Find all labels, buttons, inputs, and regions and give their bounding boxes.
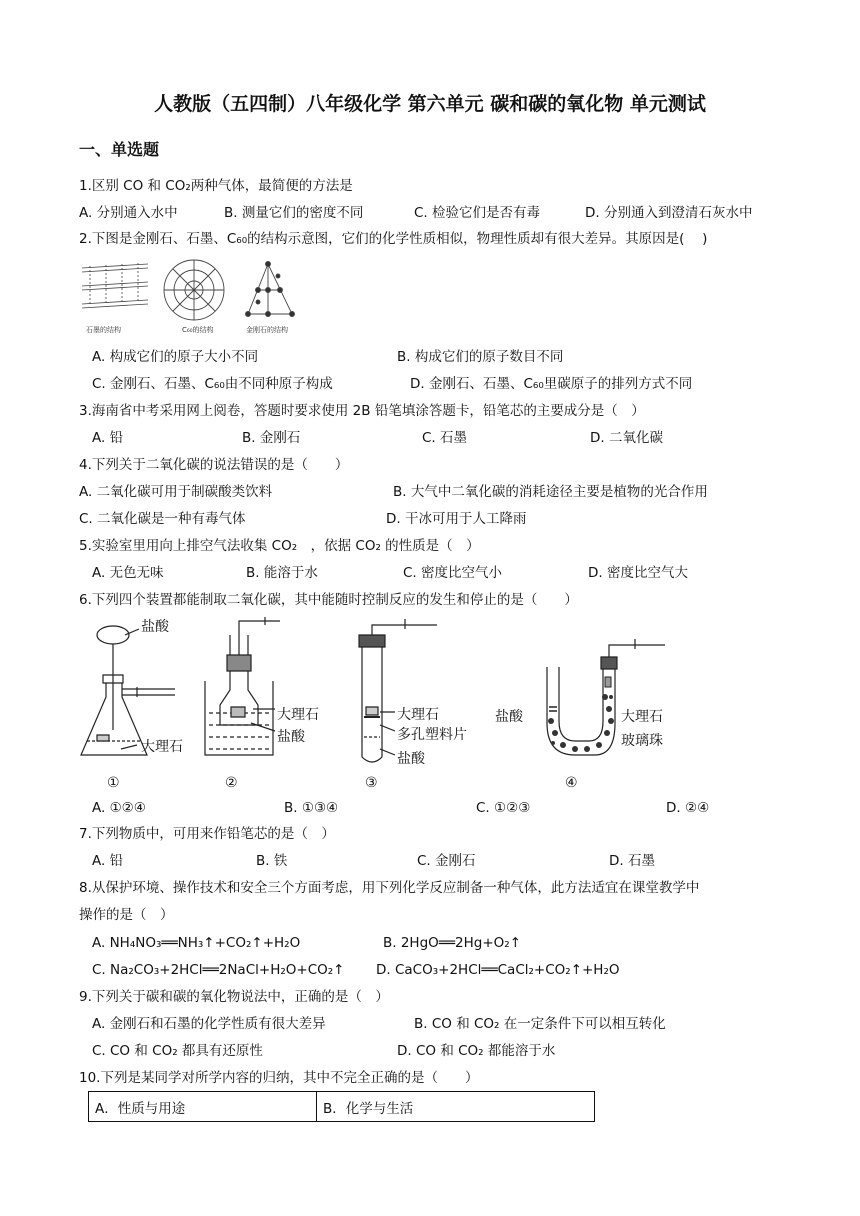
option-c: C. CO 和 CO₂ 都具有还原性 bbox=[92, 1043, 263, 1059]
label-beads-4: 玻璃珠 bbox=[621, 733, 663, 749]
carbon-structures-figure bbox=[78, 256, 310, 340]
label-marble-2: 大理石 bbox=[277, 707, 319, 723]
question-stem: 3.海南省中考采用网上阅卷，答题时要求使用 2B 铅笔填涂答题卡，铅笔芯的主要成分是（ ） bbox=[79, 403, 645, 419]
option-c: C. Na₂CO₃+2HCl══2NaCl+H₂O+CO₂↑ bbox=[92, 962, 345, 978]
apparatus-1-flask-icon bbox=[81, 626, 175, 755]
question-stem: 6.下列四个装置都能制取二氧化碳，其中能随时控制反应的发生和停止的是（ ） bbox=[79, 592, 578, 608]
label-acid-2: 盐酸 bbox=[277, 729, 305, 745]
option-b: B. 2HgO══2Hg+O₂↑ bbox=[383, 935, 522, 951]
option-d: D. 二氧化碳 bbox=[590, 430, 663, 446]
option-d: D. 密度比空气大 bbox=[588, 565, 688, 581]
option-a: A. 无色无味 bbox=[92, 565, 164, 581]
page-title: 人教版（五四制）八年级化学 第六单元 碳和碳的氧化物 单元测试 bbox=[154, 93, 706, 115]
option-c: C. 检验它们是否有毒 bbox=[414, 205, 541, 221]
question-stem-cont: 操作的是（ ） bbox=[79, 907, 174, 923]
option-d: D. ②④ bbox=[666, 800, 710, 816]
option-d: D. 金刚石、石墨、C₆₀里碳原子的排列方式不同 bbox=[410, 376, 693, 392]
question-stem: 7.下列物质中，可用来作铅笔芯的是（ ） bbox=[79, 826, 335, 842]
section-heading: 一、单选题 bbox=[79, 140, 160, 159]
option-b: B. CO 和 CO₂ 在一定条件下可以相互转化 bbox=[414, 1016, 666, 1032]
table-cell-a: A．性质与用途 bbox=[89, 1092, 317, 1122]
apparatus-4-number: ④ bbox=[565, 775, 578, 791]
option-b: B. 金刚石 bbox=[242, 430, 301, 446]
question-stem: 5.实验室里用向上排空气法收集 CO₂ ，依据 CO₂ 的性质是（ ） bbox=[79, 538, 480, 554]
option-b: B. 铁 bbox=[256, 853, 288, 869]
table-row bbox=[89, 1092, 595, 1122]
option-d: D. CaCO₃+2HCl══CaCl₂+CO₂↑+H₂O bbox=[376, 962, 620, 978]
option-c: C. 金刚石 bbox=[417, 853, 476, 869]
question-stem: 4.下列关于二氧化碳的说法错误的是（ ） bbox=[79, 457, 349, 473]
c60-structure-icon bbox=[164, 260, 224, 320]
option-a: A. 金刚石和石墨的化学性质有很大差异 bbox=[92, 1016, 326, 1032]
glass-beads-icon bbox=[548, 694, 614, 752]
option-d: D. CO 和 CO₂ 都能溶于水 bbox=[397, 1043, 556, 1059]
option-c: C. 石墨 bbox=[422, 430, 468, 446]
question-stem: 9.下列关于碳和碳的氧化物说法中，正确的是（ ） bbox=[79, 989, 389, 1005]
option-c: C. 二氧化碳是一种有毒气体 bbox=[79, 511, 246, 527]
option-b: B. 测量它们的密度不同 bbox=[224, 205, 364, 221]
option-c: C. 密度比空气小 bbox=[403, 565, 503, 581]
label-marble-3: 大理石 bbox=[397, 707, 439, 723]
label-acid-3: 盐酸 bbox=[397, 751, 425, 767]
question-stem: 2.下图是金刚石、石墨、C₆₀的结构示意图，它们的化学性质相似，物理性质却有很大差异。其原因是( ) bbox=[79, 231, 708, 247]
c60-caption: C₆₀的结构 bbox=[182, 326, 214, 334]
graphite-structure-icon bbox=[82, 263, 148, 308]
option-a: A. ①②④ bbox=[92, 800, 146, 816]
question-stem: 10.下列是某同学对所学内容的归纳，其中不完全正确的是（ ） bbox=[79, 1070, 479, 1086]
apparatus-1-number: ① bbox=[107, 775, 120, 791]
label-acid-4: 盐酸 bbox=[495, 709, 523, 725]
question-stem: 8.从保护环境、操作技术和安全三个方面考虑，用下列化学反应制备一种气体，此方法适宜在课堂教学中 bbox=[79, 880, 700, 896]
table-cell-b: B．化学与生活 bbox=[317, 1092, 595, 1122]
option-a: A. 二氧化碳可用于制碳酸类饮料 bbox=[79, 484, 273, 500]
summary-table bbox=[88, 1091, 595, 1122]
option-a: A. NH₄NO₃══NH₃↑+CO₂↑+H₂O bbox=[92, 935, 301, 951]
diamond-caption: 金刚石的结构 bbox=[246, 326, 288, 334]
graphite-caption: 石墨的结构 bbox=[86, 326, 121, 334]
option-b: B. 能溶于水 bbox=[246, 565, 318, 581]
option-b: B. ①③④ bbox=[284, 800, 339, 816]
label-plate-3: 多孔塑料片 bbox=[397, 727, 467, 743]
label-marble-1: 大理石 bbox=[141, 739, 183, 755]
diamond-structure-icon bbox=[246, 262, 295, 317]
option-a: A. 分别通入水中 bbox=[79, 205, 178, 221]
option-d: D. 石墨 bbox=[609, 853, 655, 869]
option-a: A. 构成它们的原子大小不同 bbox=[92, 349, 259, 365]
option-d: D. 分别通入到澄清石灰水中 bbox=[585, 205, 753, 221]
label-acid-1: 盐酸 bbox=[141, 619, 169, 635]
option-a: A. 铅 bbox=[92, 853, 124, 869]
apparatus-figure bbox=[75, 615, 675, 793]
apparatus-2-beaker-icon bbox=[205, 617, 280, 755]
option-b: B. 构成它们的原子数目不同 bbox=[397, 349, 564, 365]
option-c: C. 金刚石、石墨、C₆₀由不同种原子构成 bbox=[92, 376, 333, 392]
question-stem: 1.区别 CO 和 CO₂两种气体，最简便的方法是 bbox=[79, 178, 353, 194]
apparatus-3-number: ③ bbox=[365, 775, 378, 791]
option-d: D. 干冰可用于人工降雨 bbox=[386, 511, 527, 527]
option-c: C. ①②③ bbox=[476, 800, 531, 816]
option-b: B. 大气中二氧化碳的消耗途径主要是植物的光合作用 bbox=[393, 484, 708, 500]
apparatus-2-number: ② bbox=[225, 775, 238, 791]
option-a: A. 铅 bbox=[92, 430, 124, 446]
label-marble-4: 大理石 bbox=[621, 709, 663, 725]
